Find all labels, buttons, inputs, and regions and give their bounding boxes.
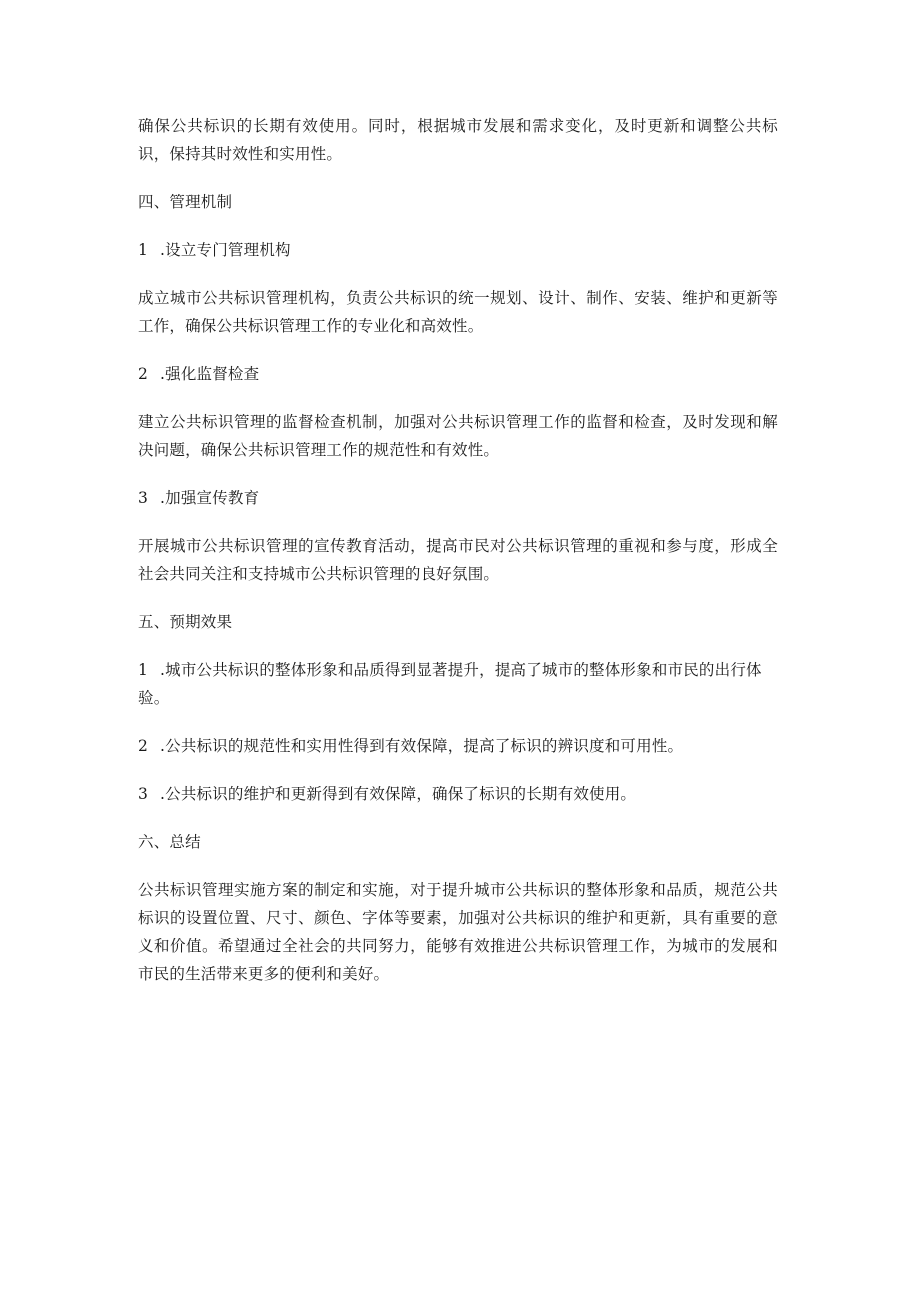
numbered-item-effect-3 <box>138 780 778 808</box>
paragraph-summary: 公共标识管理实施方案的制定和实施，对于提升城市公共标识的整体形象和品质，规范公共标识的设置位置、尺寸、颜色、字体等要素，加强对公共标识的维护和更新，具有重要的意义和价值。希望通过全社会的共同努力，能够有效推进公共标识管理工作，为城市的发展和市民的生活带来更多的便利和美好。 <box>138 881 778 983</box>
numbered-item-1 <box>138 236 778 264</box>
item-text: .加强宣传教育 <box>160 489 260 507</box>
item-text: .强化监督检查 <box>160 365 260 383</box>
section-heading-summary: 六、总结 <box>138 833 201 851</box>
section-heading-expected-effects: 五、预期效果 <box>138 613 233 631</box>
item-number: 1 <box>138 241 149 259</box>
document-page <box>138 112 778 1008</box>
item-number: 2 <box>138 737 149 755</box>
item-text: .城市公共标识的整体形象和品质得到显著提升，提高了城市的整体形象和市民的出行体验。 <box>138 661 762 707</box>
item-text: .公共标识的维护和更新得到有效保障，确保了标识的长期有效使用。 <box>160 785 637 803</box>
numbered-item-2 <box>138 360 778 388</box>
section-heading-management: 四、管理机制 <box>138 193 233 211</box>
item-number: 3 <box>138 785 149 803</box>
paragraph-intro: 确保公共标识的长期有效使用。同时，根据城市发展和需求变化，及时更新和调整公共标识，保持其时效性和实用性。 <box>138 117 778 163</box>
item-text: .设立专门管理机构 <box>160 241 291 259</box>
numbered-item-3 <box>138 484 778 512</box>
paragraph-education: 开展城市公共标识管理的宣传教育活动，提高市民对公共标识管理的重视和参与度，形成全社会共同关注和支持城市公共标识管理的良好氛围。 <box>138 537 778 583</box>
item-number: 1 <box>138 661 149 679</box>
numbered-item-effect-2 <box>138 732 778 760</box>
numbered-item-effect-1 <box>138 656 778 712</box>
item-number: 2 <box>138 365 149 383</box>
paragraph-agency: 成立城市公共标识管理机构，负责公共标识的统一规划、设计、制作、安装、维护和更新等工作，确保公共标识管理工作的专业化和高效性。 <box>138 289 778 335</box>
item-number: 3 <box>138 489 149 507</box>
item-text: .公共标识的规范性和实用性得到有效保障，提高了标识的辨识度和可用性。 <box>160 737 684 755</box>
paragraph-supervision: 建立公共标识管理的监督检查机制，加强对公共标识管理工作的监督和检查，及时发现和解决问题，确保公共标识管理工作的规范性和有效性。 <box>138 413 778 459</box>
